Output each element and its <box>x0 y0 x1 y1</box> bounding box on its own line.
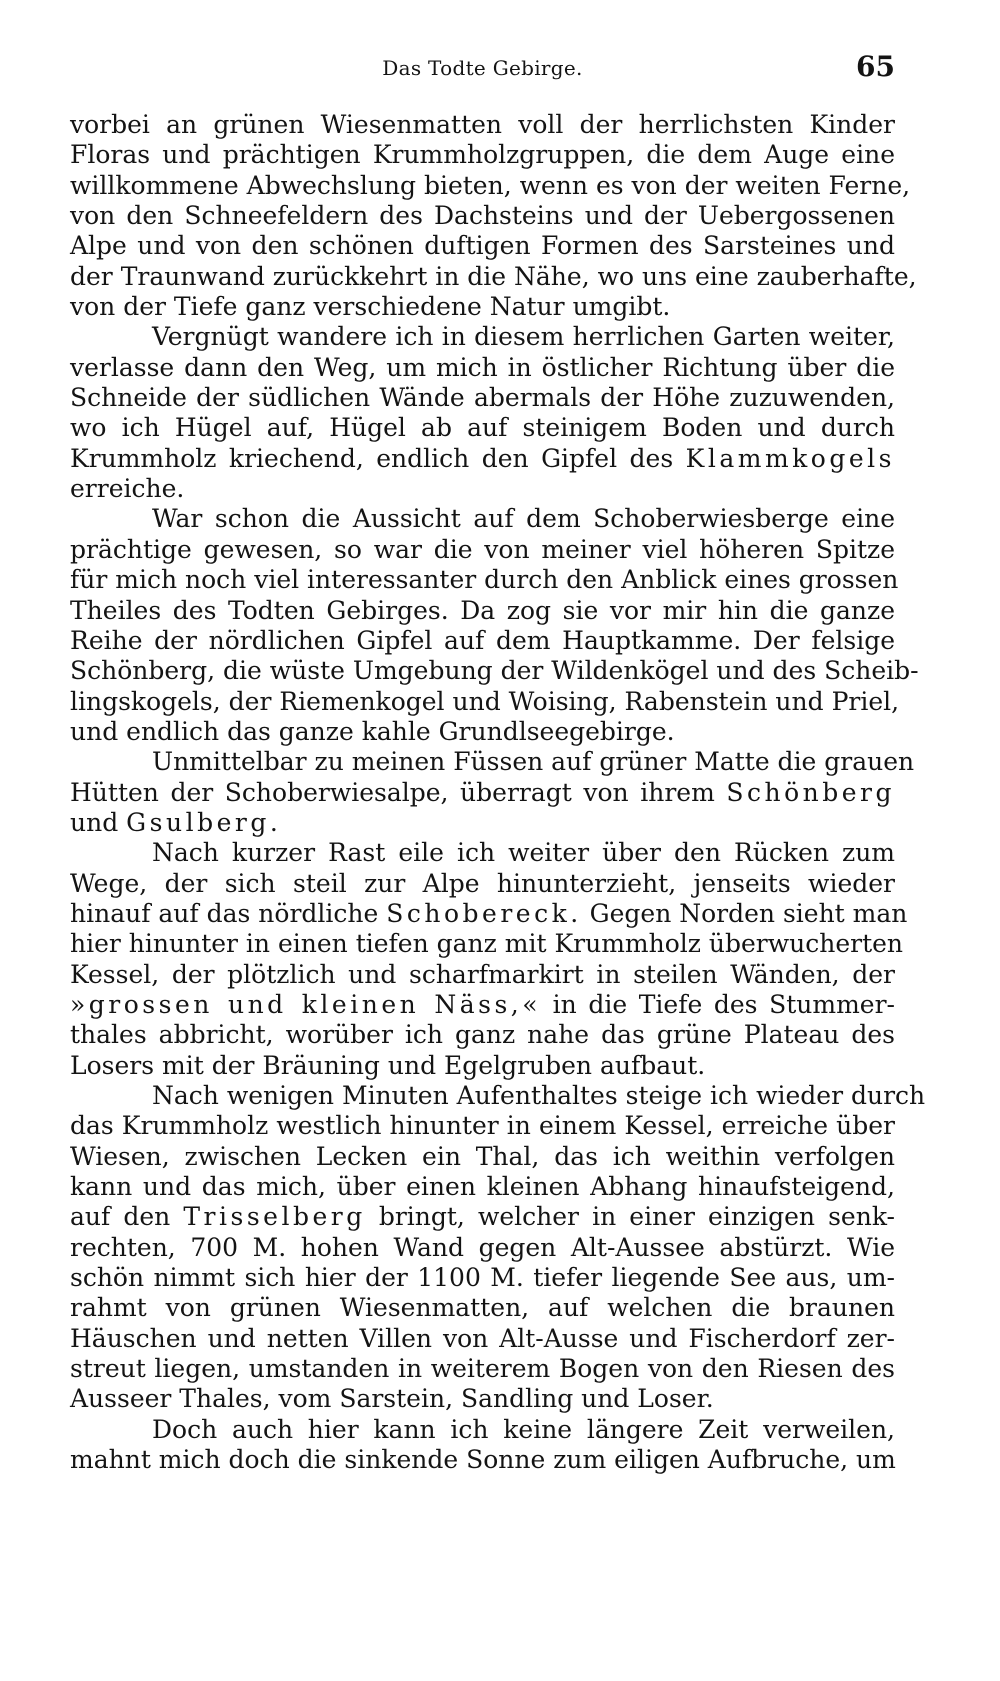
text-line: mahnt mich doch die sinkende Sonne zum eiligen Aufbruche, um <box>70 1445 896 1475</box>
text-segment: bringt, welcher in einer einzigen senk- <box>378 1202 895 1232</box>
text-line <box>70 898 908 929</box>
text-segment: und <box>70 807 119 837</box>
spaced-name: Schönberg <box>726 777 895 807</box>
text-segment: Gegen Norden sieht man <box>589 898 908 928</box>
spaced-name: Trisselberg <box>183 1202 366 1232</box>
text-line: kann und das mich, über einen kleinen Abhang hinaufsteigend, <box>70 1172 895 1202</box>
text-line: Unmittelbar zu meinen Füssen auf grüner Matte die grauen <box>152 747 915 777</box>
text-line: Floras und prächtigen Krummholzgruppen, die dem Auge eine <box>70 140 895 170</box>
text-line: das Krummholz westlich hinunter in einem Kessel, erreiche über <box>70 1111 895 1141</box>
text-line <box>70 808 895 838</box>
text-line: Schönberg, die wüste Umgebung der Wildenkögel und des Scheib- <box>70 656 919 686</box>
text-line: Wege, der sich steil zur Alpe hinunterzieht, jenseits wieder <box>70 868 895 898</box>
text-line: wo ich Hügel auf, Hügel ab auf steinigem Boden und durch <box>70 413 895 443</box>
text-segment: hinauf auf das nördliche <box>70 898 379 928</box>
text-line: Nach kurzer Rast eile ich weiter über den Rücken zum <box>152 838 895 868</box>
text-line: rechten, 700 M. hohen Wand gegen Alt-Aussee abstürzt. Wie <box>70 1232 895 1262</box>
text-line <box>70 444 895 474</box>
text-line <box>70 990 895 1020</box>
spaced-name: Klammkogels <box>685 443 895 473</box>
text-line: willkommene Abwechslung bieten, wenn es von der weiten Ferne, <box>70 170 911 200</box>
text-line: Vergnügt wandere ich in diesem herrlichen Garten weiter, <box>152 322 895 352</box>
text-line: Theiles des Todten Gebirges. Da zog sie vor mir hin die ganze <box>70 595 895 625</box>
text-line: lingskogels, der Riemenkogel und Woising, Rabenstein und Priel, <box>70 686 900 716</box>
spaced-name: Gsulberg. <box>126 807 282 837</box>
text-line: rahmt von grünen Wiesenmatten, auf welchen die braunen <box>70 1293 895 1323</box>
page-header <box>70 50 895 86</box>
text-line: prächtige gewesen, so war die von meiner viel höheren Spitze <box>70 534 895 564</box>
spaced-name: Schobereck. <box>386 898 582 928</box>
text-line: von den Schneefeldern des Dachsteins und der Uebergossenen <box>70 201 895 231</box>
text-line: Kessel, der plötzlich und scharfmarkirt in steilen Wänden, der <box>70 959 895 989</box>
text-line: Ausseer Thales, vom Sarstein, Sandling und Loser. <box>70 1384 714 1414</box>
text-line: für mich noch viel interessanter durch den Anblick eines grossen <box>70 565 899 595</box>
text-line: Doch auch hier kann ich keine längere Zeit verweilen, <box>152 1414 895 1444</box>
body-text <box>70 110 926 1475</box>
text-line: hier hinunter in einen tiefen ganz mit Krummholz überwucherten <box>70 929 904 959</box>
text-segment: Hütten der Schoberwiesalpe, überragt von ihrem <box>70 777 715 807</box>
text-line: Nach wenigen Minuten Aufenthaltes steige ich wieder durch <box>152 1081 926 1110</box>
text-line: streut liegen, umstanden in weiterem Bogen von den Riesen des <box>70 1354 895 1384</box>
text-line <box>70 778 895 808</box>
text-line: verlasse dann den Weg, um mich in östlicher Richtung über die <box>70 352 895 382</box>
text-line: der Traunwand zurückkehrt in die Nähe, wo uns eine zauberhafte, <box>70 261 917 291</box>
text-segment: Krummholz kriechend, endlich den Gipfel des <box>70 443 674 473</box>
text-line: thales abbricht, worüber ich ganz nahe das grüne Plateau des <box>70 1020 895 1050</box>
text-line: vorbei an grünen Wiesenmatten voll der herrlichsten Kinder <box>70 110 895 139</box>
text-line: und endlich das ganze kahle Grundlseegebirge. <box>70 716 675 746</box>
text-segment: in die Tiefe des Stummer- <box>552 989 896 1019</box>
text-line: erreiche. <box>70 474 185 504</box>
running-title: Das Todte Gebirge. <box>382 56 583 80</box>
text-line: schön nimmt sich hier der 1100 M. tiefer liegende See aus, um- <box>70 1263 895 1293</box>
text-line: Schneide der südlichen Wände abermals der Höhe zuzuwenden, <box>70 383 895 413</box>
page-number: 65 <box>856 50 895 83</box>
text-line: Alpe und von den schönen duftigen Formen des Sarsteines und <box>70 231 895 261</box>
text-line: Reihe der nördlichen Gipfel auf dem Hauptkamme. Der felsige <box>70 625 895 655</box>
text-line: von der Tiefe ganz verschiedene Natur umgibt. <box>70 292 671 322</box>
text-line: Losers mit der Bräuning und Egelgruben aufbaut. <box>70 1050 706 1080</box>
text-line: War schon die Aussicht auf dem Schoberwiesberge eine <box>152 504 895 534</box>
text-segment: auf den <box>70 1202 171 1232</box>
text-line: Wiesen, zwischen Lecken ein Thal, das ich weithin verfolgen <box>70 1141 895 1171</box>
text-line: Häuschen und netten Villen von Alt-Ausse und Fischerdorf zer- <box>70 1323 895 1353</box>
spaced-name: »grossen und kleinen Näss,« <box>70 989 542 1019</box>
text-line <box>70 1202 895 1232</box>
